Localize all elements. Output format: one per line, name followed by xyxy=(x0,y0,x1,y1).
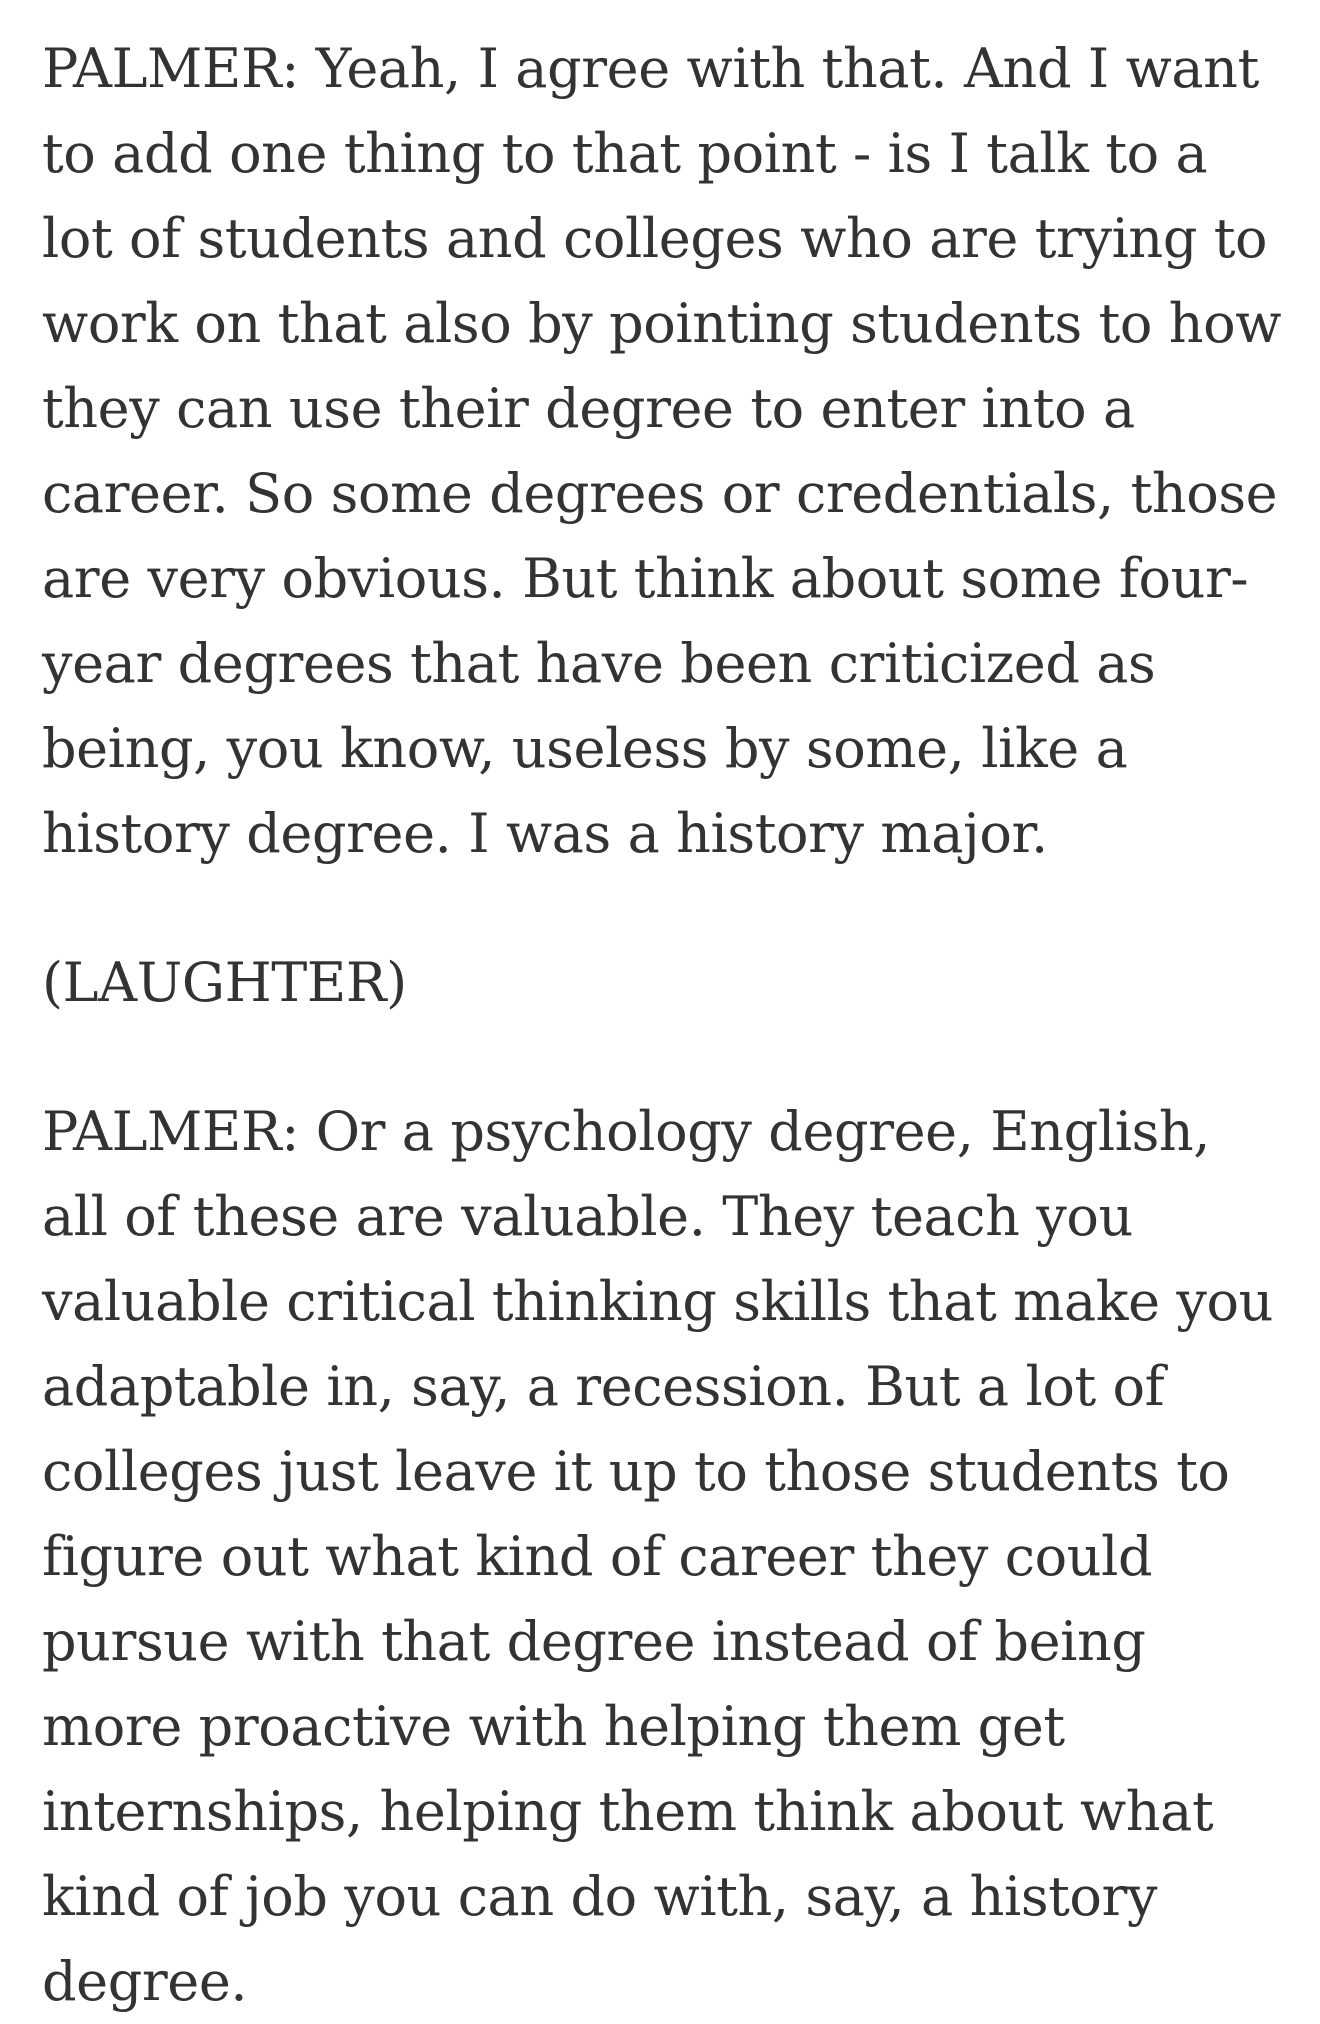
transcript-paragraph-palmer-2: PALMER: Or a psychology degree, English, all of these are valuable. They teach you valuable critical thinking skills that make you adaptable in, say, a recession. But a lot of colleges just leave it up to those students to figure out what kind of career they could pursue with that degree instead of being more proactive with helping them get internships, helping them think about what kind of job you can do with, say, a history degree. xyxy=(42,1100,1274,2013)
transcript-paragraph-palmer-1: PALMER: Yeah, I agree with that. And I want to add one thing to that point - is I talk to a lot of students and colleges who are trying to work on that also by pointing students to how they can use their degree to enter into a career. So some degrees or credentials, those are very obvious. But think about some four-year degrees that have been criticized as being, you know, useless by some, like a history degree. I was a history major. xyxy=(42,37,1282,865)
transcript-stage-direction-laughter: (LAUGHTER) xyxy=(42,951,407,1014)
